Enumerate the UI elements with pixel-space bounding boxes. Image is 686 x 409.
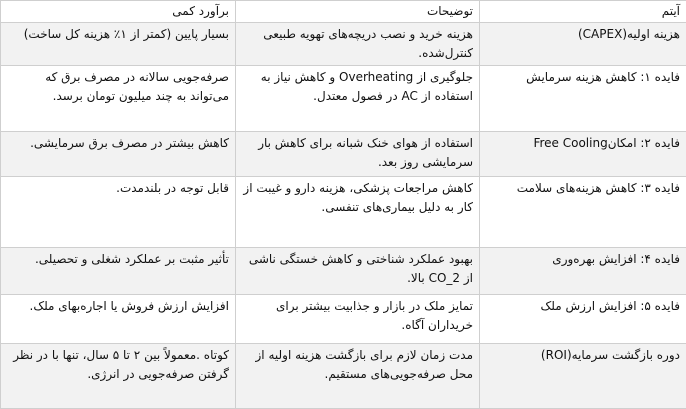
header-item: آیتم <box>480 1 686 23</box>
cell-description: بهبود عملکرد شناختی و کاهش خستگی ناشی از CO_2 بالا. <box>236 248 480 295</box>
cell-item: فایده ۴: افزایش بهره‌وری <box>480 248 686 295</box>
cell-estimate: کاهش بیشتر در مصرف برق سرمایشی. <box>1 132 236 177</box>
header-description: توضیحات <box>236 1 480 23</box>
cell-estimate: کوتاه .معمولاً بین ۲ تا ۵ سال، تنها با در نظر گرفتن صرفه‌جویی در انرژی. <box>1 344 236 409</box>
cell-description: تمایز ملک در بازار و جذابیت بیشتر برای خریداران آگاه. <box>236 295 480 344</box>
cell-estimate: افزایش ارزش فروش یا اجاره‌بهای ملک. <box>1 295 236 344</box>
cell-item: فایده ۵: افزایش ارزش ملک <box>480 295 686 344</box>
table-row <box>1 66 686 132</box>
cell-item: فایده ۳: کاهش هزینه‌های سلامت <box>480 177 686 248</box>
cell-estimate: بسیار پایین (کمتر از ۱٪ هزینه کل ساخت) <box>1 23 236 66</box>
cell-description: کاهش مراجعات پزشکی، هزینه دارو و غیبت از کار به دلیل بیماری‌های تنفسی. <box>236 177 480 248</box>
cell-estimate: صرفه‌جویی سالانه در مصرف برق که می‌تواند به چند میلیون تومان برسد. <box>1 66 236 132</box>
table-row <box>1 177 686 248</box>
cell-estimate: تأثیر مثبت بر عملکرد شغلی و تحصیلی. <box>1 248 236 295</box>
cell-description: هزینه خرید و نصب دریچه‌های تهویه طبیعی کنترل‌شده. <box>236 23 480 66</box>
cell-item: فایده ۱: کاهش هزینه سرمایش <box>480 66 686 132</box>
cell-item: فایده ۲: امکانFree Cooling <box>480 132 686 177</box>
cell-description: مدت زمان لازم برای بازگشت هزینه اولیه از محل صرفه‌جویی‌های مستقیم. <box>236 344 480 409</box>
table-row <box>1 132 686 177</box>
cell-item: هزینه اولیه(CAPEX) <box>480 23 686 66</box>
table-row <box>1 248 686 295</box>
cell-estimate: قابل توجه در بلندمدت. <box>1 177 236 248</box>
table-row <box>1 23 686 66</box>
cell-description: جلوگیری از Overheating و کاهش نیاز به استفاده از AC در فصول معتدل. <box>236 66 480 132</box>
table-header-row <box>1 1 686 23</box>
cell-description: استفاده از هوای خنک شبانه برای کاهش بار سرمایشی روز بعد. <box>236 132 480 177</box>
header-estimate: برآورد کمی <box>1 1 236 23</box>
table-row <box>1 295 686 344</box>
table-row <box>1 344 686 409</box>
cell-item: دوره بازگشت سرمایه(ROI) <box>480 344 686 409</box>
